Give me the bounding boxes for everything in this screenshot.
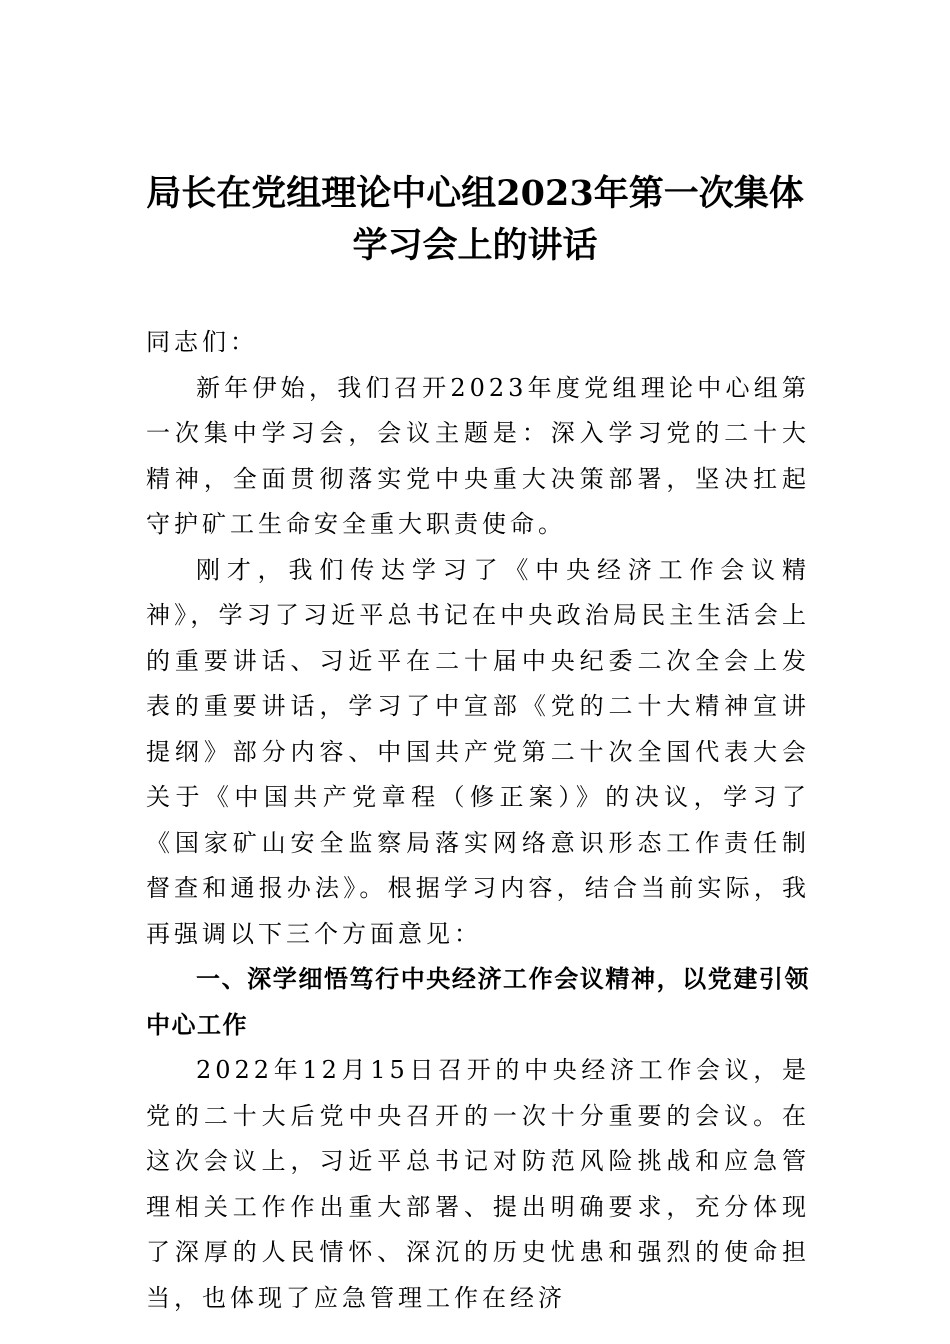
section-heading-1: 一、深学细悟笃行中央经济工作会议精神，以党建引领中心工作 (146, 965, 810, 1039)
title-line-1: 局长在党组理论中心组2023年第一次集体 (146, 173, 804, 214)
paragraph-opening: 新年伊始，我们召开2023年度党组理论中心组第一次集中学习会，会议主题是：深入学习党的二十大精神，全面贯彻落实党中央重大决策部署，坚决扛起守护矿工生命安全重大职责使命。 (146, 373, 810, 538)
document-body (146, 320, 810, 1321)
paragraph-study-content: 刚才，我们传达学习了《中央经济工作会议精神》，学习了习近平总书记在中央政治局民主生活会上的重要讲话、习近平在二十届中央纪委二次全会上发表的重要讲话，学习了中宣部《党的二十大精神宣讲提纲》部分内容、中国共产党第二十次全国代表大会关于《中国共产党章程（修正案）》的决议，学习了《国家矿山安全监察局落实网络意识形态工作责任制督查和通报办法》。根据学习内容，结合当前实际，我再强调以下三个方面意见： (146, 555, 810, 948)
salutation: 同志们： (146, 328, 258, 356)
document-title (140, 168, 810, 272)
section-1-paragraph: 2022年12月15日召开的中央经济工作会议，是党的二十大后党中央召开的一次十分重要的会议。在这次会议上，习近平总书记对防范风险挑战和应急管理相关工作作出重大部署、提出明确要求，充分体现了深厚的人民情怀、深沉的历史忧患和强烈的使命担当，也体现了应急管理工作在经济 (146, 1056, 810, 1312)
title-line-2: 学习会上的讲话 (352, 225, 598, 266)
